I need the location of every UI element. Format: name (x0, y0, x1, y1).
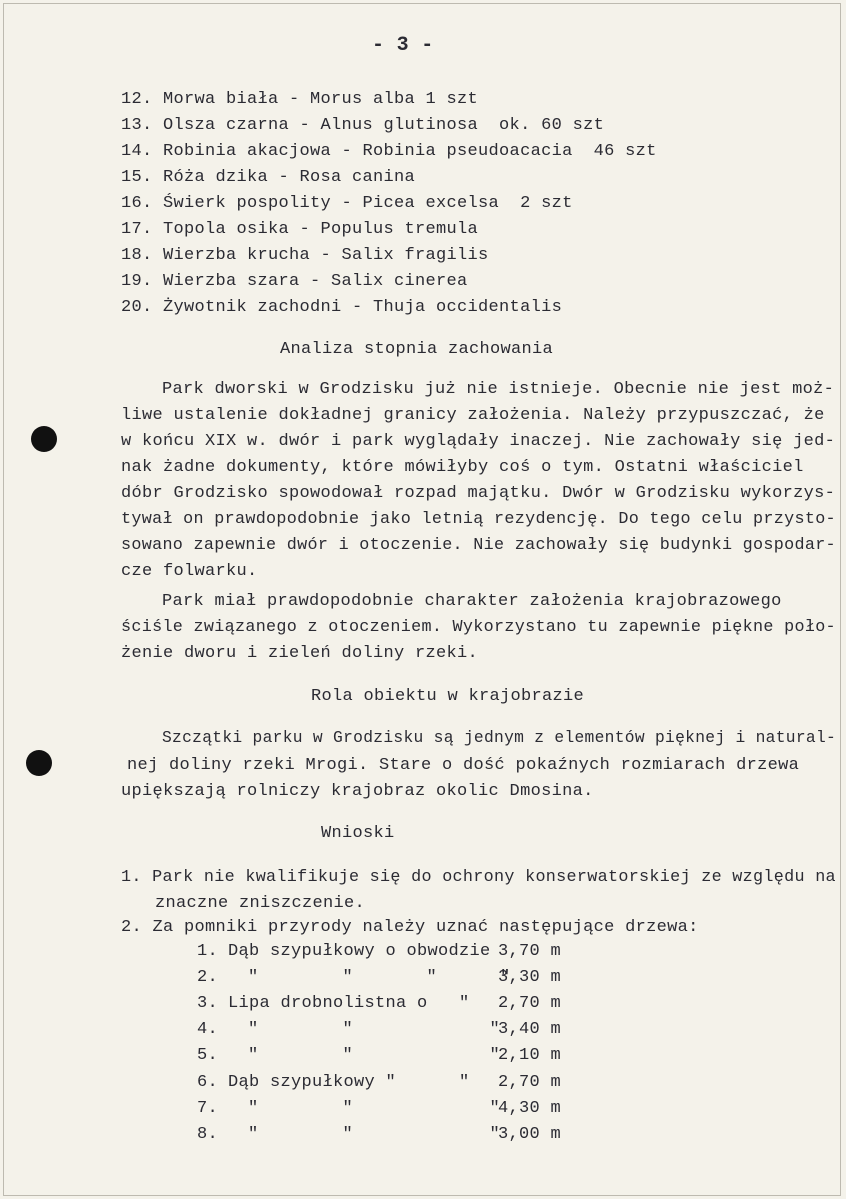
punch-hole-bottom (26, 750, 52, 776)
list-item: 12. Morwa biała - Morus alba 1 szt (121, 90, 479, 109)
tree-number: 5. (197, 1046, 219, 1065)
tree-description: " " " " (248, 968, 511, 987)
tree-description: " " " (248, 1046, 501, 1065)
list-item: 13. Olsza czarna - Alnus glutinosa ok. 60 szt (121, 116, 605, 135)
tree-circumference: 3,40 m (498, 1020, 562, 1039)
tree-number: 8. (197, 1125, 219, 1144)
paragraph-line: dóbr Grodzisko spowodował rozpad majątku. Dwór w Grodzisku wykorzys- (121, 484, 836, 503)
section-heading: Rola obiektu w krajobrazie (311, 687, 585, 706)
paragraph-line: w końcu XIX w. dwór i park wyglądały inaczej. Nie zachowały się jed- (121, 432, 836, 451)
tree-circumference: 2,10 m (498, 1046, 562, 1065)
tree-number: 2. (197, 968, 219, 987)
list-item: 17. Topola osika - Populus tremula (121, 220, 479, 239)
paragraph-line: liwe ustalenie dokładnej granicy założenia. Należy przypuszczać, że (121, 406, 825, 425)
list-item: 16. Świerk pospolity - Picea excelsa 2 szt (121, 194, 573, 213)
tree-circumference: 2,70 m (498, 1073, 562, 1092)
conclusion-item: znaczne zniszczenie. (155, 894, 366, 913)
list-item: 18. Wierzba krucha - Salix fragilis (121, 246, 489, 265)
paragraph-line: ściśle związanego z otoczeniem. Wykorzystano tu zapewnie piękne poło- (121, 618, 836, 637)
tree-circumference: 4,30 m (498, 1099, 562, 1118)
tree-circumference: 2,70 m (498, 994, 562, 1013)
list-item: 20. Żywotnik zachodni - Thuja occidentalis (121, 298, 563, 317)
section-heading: Wnioski (321, 824, 395, 843)
tree-description: Lipa drobnolistna o " (228, 994, 470, 1013)
paragraph-line: cze folwarku. (121, 562, 258, 581)
paragraph-line: nej doliny rzeki Mrogi. Stare o dość pokaźnych rozmiarach drzewa (127, 756, 800, 775)
paragraph-line: upiększają rolniczy krajobraz okolic Dmosina. (121, 782, 594, 801)
tree-circumference: 3,00 m (498, 1125, 562, 1144)
tree-number: 1. (197, 942, 219, 961)
paragraph-line: Park miał prawdopodobnie charakter założenia krajobrazowego (162, 592, 782, 611)
list-item: 19. Wierzba szara - Salix cinerea (121, 272, 468, 291)
section-heading: Analiza stopnia zachowania (280, 340, 554, 359)
punch-hole-top (31, 426, 57, 452)
tree-number: 6. (197, 1073, 219, 1092)
paragraph-line: żenie dworu i zieleń doliny rzeki. (121, 644, 479, 663)
tree-description: " " " (248, 1099, 501, 1118)
tree-number: 3. (197, 994, 219, 1013)
tree-circumference: 3,30 m (498, 968, 562, 987)
tree-number: 4. (197, 1020, 219, 1039)
conclusion-item: 2. Za pomniki przyrody należy uznać następujące drzewa: (121, 918, 699, 937)
tree-description: Dąb szypułkowy " " (228, 1073, 470, 1092)
page-number: - 3 - (372, 34, 434, 57)
tree-number: 7. (197, 1099, 219, 1118)
paragraph-line: Park dworski w Grodzisku już nie istnieje. Obecnie nie jest moż- (162, 380, 835, 399)
tree-description: Dąb szypułkowy o obwodzie (228, 942, 491, 961)
conclusion-item: 1. Park nie kwalifikuje się do ochrony konserwatorskiej ze względu na (121, 868, 836, 887)
list-item: 15. Róża dzika - Rosa canina (121, 168, 416, 187)
paragraph-line: tywał on prawdopodobnie jako letnią rezydencję. Do tego celu przysto- (121, 510, 836, 529)
tree-description: " " " (248, 1020, 501, 1039)
paragraph-line: sowano zapewnie dwór i otoczenie. Nie zachowały się budynki gospodar- (121, 536, 836, 555)
tree-circumference: 3,70 m (498, 942, 562, 961)
paragraph-line: Szczątki parku w Grodzisku są jednym z elementów pięknej i natural- (162, 728, 837, 747)
tree-description: " " " (248, 1125, 501, 1144)
paragraph-line: nak żadne dokumenty, które mówiłyby coś o tym. Ostatni właściciel (121, 458, 804, 477)
list-item: 14. Robinia akacjowa - Robinia pseudoacacia 46 szt (121, 142, 657, 161)
